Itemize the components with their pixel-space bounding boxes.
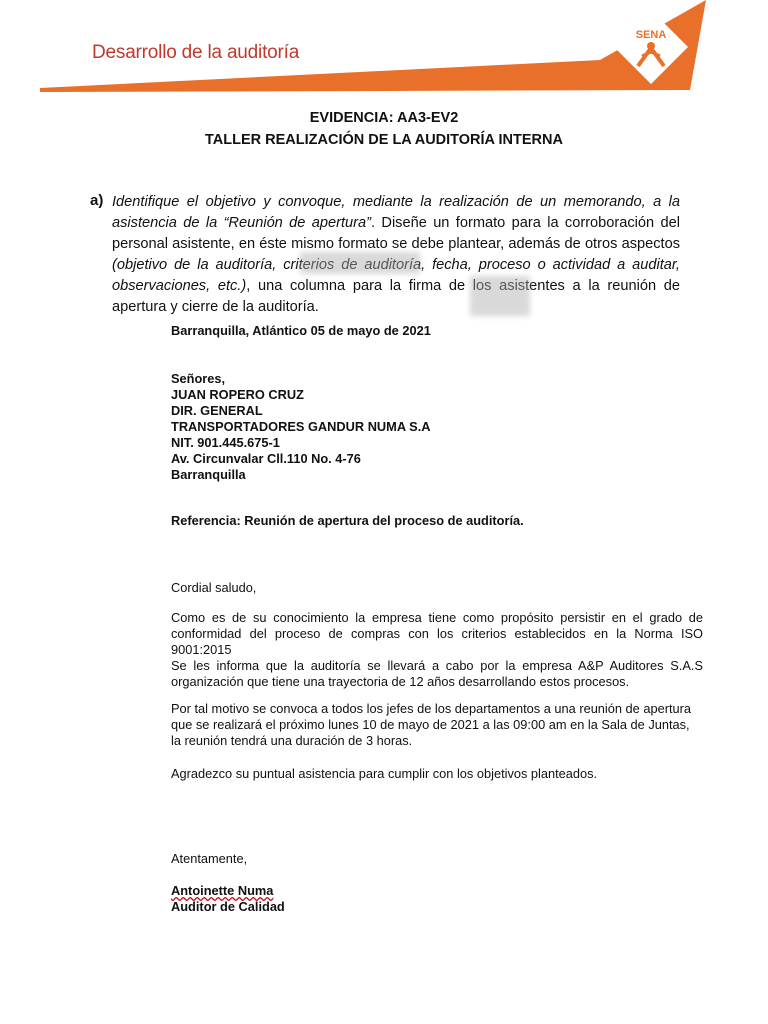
letter-closing: Atentamente, (171, 851, 248, 866)
document-title-line1: EVIDENCIA: AA3-EV2 (309, 110, 459, 126)
paragraph1-text: Como es de su conocimiento la empresa tiene como propósito persistir en el grado de conformidad del proceso de compras con los criterios establecidos en la Norma ISO 9001:2015 (171, 610, 703, 657)
paragraph1b-text: Se les informa que la auditoría se llevará a cabo por la empresa A&P Auditores S.A.S organización que tiene una trayectoria de 12 años desarrollando estos procesos. (171, 658, 703, 689)
letter-paragraph2: Por tal motivo se convoca a todos los jefes de los departamentos a una reunión de apertura que se realizará el próximo lunes 10 de mayo de 2021 a las 09:00 am en la Sala de Juntas, la reunión tendrá una duración de 3 horas. (171, 701, 692, 748)
section-a-marker: a) (90, 192, 104, 209)
letter-signature (171, 883, 703, 915)
address-line: NIT. 901.445.675-1 (171, 435, 280, 450)
document-title-line2: TALLER REALIZACIÓN DE LA AUDITORÍA INTERNA (205, 132, 563, 148)
letter-address (171, 371, 703, 483)
signer-title: Auditor de Calidad (171, 899, 285, 914)
letter-paragraph3: Agradezco su puntual asistencia para cumplir con los objetivos planteados. (171, 766, 598, 781)
redaction-blur (470, 276, 530, 316)
section-a-text1: . Diseñe un formato para la corroboración del personal asistente, en éste mismo formato se debe plantear, además de otros aspectos (112, 215, 680, 252)
letter-greeting: Cordial saludo, (171, 580, 257, 595)
address-line: TRANSPORTADORES GANDUR NUMA S.A (171, 419, 431, 434)
address-line: Señores, (171, 371, 226, 386)
address-line: DIR. GENERAL (171, 403, 263, 418)
header-title: Desarrollo de la auditoría (92, 42, 300, 63)
address-line: Barranquilla (171, 467, 246, 482)
address-line: JUAN ROPERO CRUZ (171, 387, 304, 402)
sena-logo (612, 8, 690, 86)
signer-name-text: Antoinette Numa (171, 883, 274, 898)
letter-date: Barranquilla, Atlántico 05 de mayo de 2021 (171, 323, 431, 338)
section-a-text2: , una columna para la firma de los asistentes a la reunión de apertura y cierre de la auditoría. (112, 278, 680, 315)
logo-text: SENA (635, 29, 667, 41)
letter-paragraph1 (171, 610, 703, 690)
address-line: Av. Circunvalar Cll.110 No. 4-76 (171, 451, 361, 466)
section-a-italic1: Identifique el objetivo y convoque, mediante la realización de un memorando, a la asistencia de la “Reunión de apertura” (112, 194, 680, 231)
section-a-italic2: (objetivo de la auditoría, criterios de auditoría, fecha, proceso o actividad a auditar, observaciones, etc.) (112, 257, 680, 294)
redaction-blur (300, 252, 420, 274)
signer-name (171, 883, 703, 899)
letter-reference: Referencia: Reunión de apertura del proceso de auditoría. (171, 513, 524, 528)
